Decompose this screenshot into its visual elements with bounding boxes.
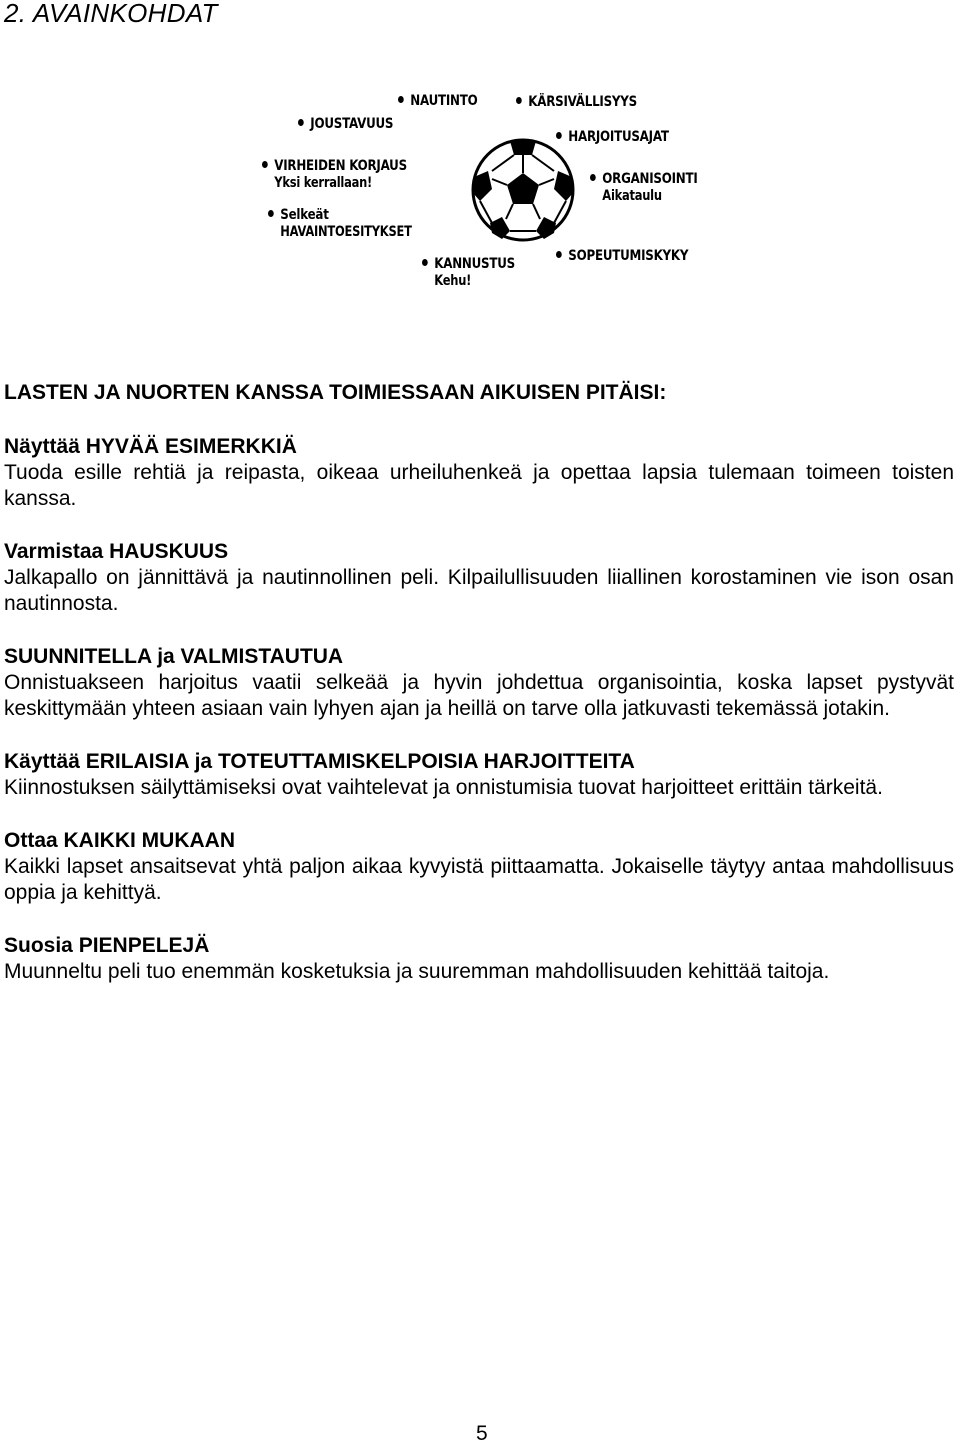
bullet-icon <box>298 119 304 126</box>
key-points-diagram <box>250 85 720 300</box>
section-title: SUUNNITELLA ja VALMISTAUTUA <box>4 645 344 668</box>
bullet-icon <box>516 97 522 104</box>
section-title: Ottaa KAIKKI MUKAAN <box>4 829 235 852</box>
keyword-sopeutumiskyky: SOPEUTUMISKYKY <box>556 248 688 265</box>
section-kaikki-mukaan <box>4 828 954 906</box>
main-content <box>4 380 954 985</box>
keyword-nautinto: NAUTINTO <box>398 93 477 110</box>
bullet-icon <box>556 251 562 258</box>
section-title: Varmistaa HAUSKUUS <box>4 540 229 563</box>
section-body: Jalkapallo on jännittävä ja nautinnollinen peli. Kilpailullisuuden liiallinen korostaminen vie ison osan nautinnosta. <box>4 566 954 615</box>
main-title: LASTEN JA NUORTEN KANSSA TOIMIESSAAN AIKUISEN PITÄISI: <box>4 381 667 404</box>
section-pienpelit <box>4 933 954 985</box>
page-number: 5 <box>476 1422 488 1445</box>
page-heading: 2. AVAINKOHDAT <box>4 0 218 28</box>
keyword-organisointi: ORGANISOINTI Aikataulu <box>590 171 698 205</box>
section-body: Onnistuakseen harjoitus vaatii selkeää ja hyvin johdettua organisointia, koska lapset pystyvät keskittymään yhteen asiaan vain lyhyen ajan ja heillä on tarve olla jatkuvasti tekemässä jotakin. <box>4 671 954 720</box>
section-title: Näyttää HYVÄÄ ESIMERKKIÄ <box>4 435 297 458</box>
keyword-havaintoesitykset: Selkeät HAVAINTOESITYKSET <box>268 207 412 241</box>
bullet-icon <box>262 161 268 168</box>
section-body: Muunneltu peli tuo enemmän kosketuksia ja suuremman mahdollisuuden kehittää taitoja. <box>4 960 830 983</box>
section-title: Käyttää ERILAISIA ja TOTEUTTAMISKELPOISIA HARJOITTEITA <box>4 750 635 773</box>
soccer-ball-icon <box>468 135 578 245</box>
section-body: Tuoda esille rehtiä ja reipasta, oikeaa urheiluhenkeä ja opettaa lapsia tulemaan toimeen toisten kanssa. <box>4 461 954 510</box>
keyword-harjoitusajat: HARJOITUSAJAT <box>556 129 669 146</box>
keyword-joustavuus: JOUSTAVUUS <box>298 116 393 133</box>
section-body: Kiinnostuksen säilyttämiseksi ovat vaihtelevat ja onnistumisia tuovat harjoitteet erittäin tärkeitä. <box>4 776 883 799</box>
keyword-kannustus: KANNUSTUS Kehu! <box>422 256 515 290</box>
bullet-icon <box>422 259 428 266</box>
section-harjoitteet <box>4 749 954 801</box>
bullet-icon <box>268 210 274 217</box>
section-hauskuus <box>4 539 954 617</box>
keyword-karsivallisyys: KÄRSIVÄLLISYYS <box>516 94 637 111</box>
bullet-icon <box>590 174 596 181</box>
bullet-icon <box>398 96 404 103</box>
keyword-virheiden-korjaus: VIRHEIDEN KORJAUS Yksi kerrallaan! <box>262 158 407 192</box>
section-suunnitella <box>4 644 954 722</box>
section-hyvaa-esimerkkia <box>4 434 954 512</box>
section-body: Kaikki lapset ansaitsevat yhtä paljon aikaa kyvyistä piittaamatta. Jokaiselle täytyy antaa mahdollisuus oppia ja kehittyä. <box>4 855 954 904</box>
section-title: Suosia PIENPELEJÄ <box>4 934 210 957</box>
